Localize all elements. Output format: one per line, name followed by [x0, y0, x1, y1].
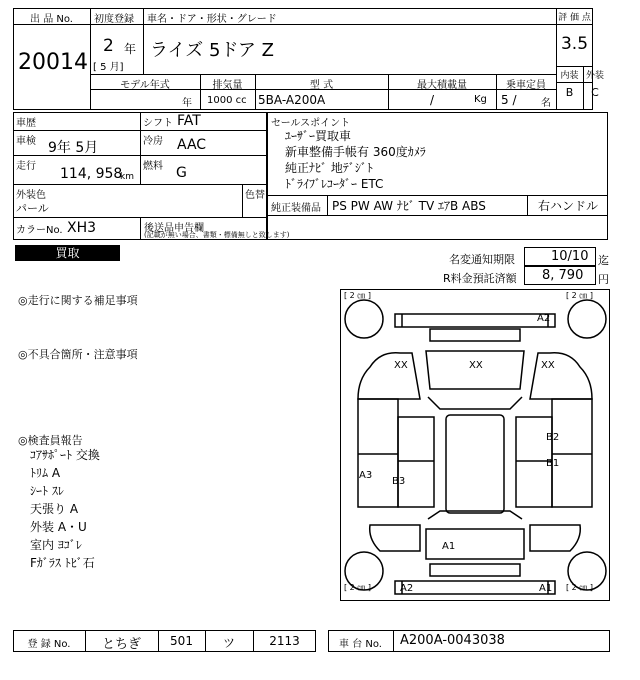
right-fender: [530, 353, 592, 399]
left-doors: [398, 417, 434, 507]
trunk: [426, 529, 524, 559]
score: 3.5: [560, 34, 589, 54]
recycle-value: 8, 790: [542, 268, 584, 283]
roof: [446, 415, 504, 513]
equipment-label: 純正装備品: [271, 203, 321, 214]
reg-area: とちぎ: [101, 637, 141, 652]
mileage-unit: km: [120, 172, 134, 182]
steering: 右ハンドル: [538, 199, 599, 213]
chassis-label: 車 台 No.: [339, 639, 382, 650]
reg-year-unit: 年: [124, 42, 137, 56]
equipment-items: PS PW AW ﾅﾋﾞ TV ｴｱB ABS: [332, 199, 486, 213]
model-year-unit: 年: [182, 98, 192, 109]
damage-mark-front-bumper: A2: [537, 313, 551, 324]
inspector-line: ﾄﾘﾑ A: [30, 466, 61, 480]
capacity-label: 乗車定員: [506, 80, 546, 91]
shift-value: FAT: [177, 113, 201, 129]
damage-mark-left-door: B3: [392, 476, 406, 487]
left-side: [358, 399, 398, 507]
mileage-label: 走行: [16, 161, 36, 172]
reg-class: 501: [170, 634, 193, 648]
rear-window: [428, 511, 522, 519]
shift-label: シフト: [143, 118, 173, 129]
history-label: 車歴: [16, 118, 36, 129]
damage-mark-left-fender: XX: [394, 360, 408, 371]
ext-color-label: 外装色: [16, 190, 46, 201]
damage-mark-rear-left: A2: [400, 583, 414, 594]
inspector-line: 天張り A: [30, 502, 79, 516]
max-load-unit: Kg: [474, 94, 487, 105]
windshield: [428, 397, 522, 409]
inspector-line: ｼｰﾄ ｽﾚ: [30, 484, 64, 498]
wheel-front-left: [345, 300, 383, 338]
color-no-label: カラーNo.: [16, 225, 63, 236]
corner-label: [ 2 ㎝ ]: [344, 583, 371, 592]
inspection-value: 9年 5月: [48, 140, 99, 156]
reg-year-label: 初度登録: [94, 14, 134, 25]
exterior-label: 外装: [585, 71, 604, 81]
wheel-front-right: [568, 300, 606, 338]
driving-notes-label: ◎走行に関する補足事項: [18, 294, 138, 307]
corner-label: [ 2 ㎝ ]: [566, 291, 593, 300]
rear-bumper: [395, 581, 555, 594]
rear-panel: [430, 564, 520, 576]
ext-color: パール: [16, 202, 49, 215]
docs-note: (記載が無い場合、書類・標備無しと致します): [144, 231, 290, 239]
displacement-label: 排気量: [212, 80, 243, 91]
corner-label: [ 2 ㎝ ]: [344, 291, 371, 300]
corner-label: [ 2 ㎝ ]: [566, 583, 593, 592]
front-grille: [430, 329, 520, 341]
capacity: 5 /: [501, 93, 517, 107]
damage-mark-hood: XX: [469, 360, 483, 371]
reg-month: [ 5 月]: [93, 62, 124, 73]
max-load-label: 最大積載量: [417, 80, 467, 91]
sales-point-line: 新車整備手帳有 360度ｶﾒﾗ: [285, 145, 426, 159]
lot-number: 20014: [18, 50, 88, 75]
deadline-value: 10/10: [551, 249, 589, 264]
inspector-label: ◎検査員報告: [18, 434, 83, 447]
deadline-label: 名変通知期限: [449, 253, 515, 266]
lot-no-label: 出 品 No.: [30, 14, 73, 25]
damage-mark-roof-rear: A1: [442, 541, 456, 552]
left-fender: [358, 353, 420, 399]
capacity-unit: 名: [541, 98, 551, 109]
chassis-number: A200A-0043038: [400, 633, 505, 648]
sales-point-line: ﾕｰｻﾞｰ買取車: [285, 129, 352, 143]
car-name-label: 車名・ドア・形状・グレード: [147, 14, 277, 25]
defects-label: ◎不具合箇所・注意事項: [18, 348, 138, 361]
exterior-grade: C: [591, 86, 599, 99]
reg-number: 2113: [269, 634, 300, 648]
model-code: 5BA-A200A: [258, 93, 326, 107]
color-no: XH3: [67, 220, 97, 236]
front-bumper: [395, 314, 555, 327]
sales-point-line: ﾄﾞﾗｲﾌﾞﾚｺｰﾀﾞｰ ETC: [285, 177, 384, 191]
reg-label: 登 録 No.: [27, 639, 71, 650]
reg-kana: ツ: [222, 636, 235, 650]
inspector-line: 室内 ﾖｺﾞﾚ: [30, 538, 82, 552]
sales-points-label: セールスポイント: [271, 118, 351, 129]
left-quarter: [370, 525, 420, 551]
damage-mark-rear-right: A1: [539, 583, 553, 594]
inspector-line: 外装 A・U: [30, 520, 87, 534]
ac-value: AAC: [177, 137, 207, 153]
inspector-line: ｺｱｻﾎﾟｰﾄ 交換: [30, 448, 100, 462]
right-side: [552, 399, 592, 507]
car-diagram: [340, 289, 610, 601]
inspector-line: Fｶﾞﾗｽ ﾄﾋﾞ石: [30, 556, 95, 570]
ac-label: 冷房: [143, 136, 163, 147]
damage-mark-right-front-door: B2: [546, 432, 560, 443]
damage-mark-left-side: A3: [359, 470, 373, 481]
damage-mark-right-fender: XX: [541, 360, 555, 371]
docs-label: 後送品申告欄: [144, 223, 204, 234]
score-label: 評 価 点: [558, 13, 591, 23]
max-load: /: [430, 93, 435, 107]
interior-grade: B: [565, 86, 574, 99]
recycle-label: R料金預託済額: [443, 272, 517, 285]
displacement: 1000 cc: [207, 95, 247, 106]
purchase-tag: 買取: [15, 245, 120, 261]
mileage: 114, 958: [60, 166, 123, 182]
right-quarter: [530, 525, 580, 551]
reg-year: 2: [103, 36, 114, 56]
damage-mark-right-rear-door: B1: [546, 458, 560, 469]
recolor-label: 色替: [245, 190, 265, 201]
model-label: 型 式: [309, 80, 334, 91]
car-name: ライズ 5ドア Z: [150, 40, 274, 61]
interior-label: 内装: [560, 71, 579, 81]
model-year-label: モデル年式: [120, 80, 170, 91]
sales-point-line: 純正ﾅﾋﾞ 地ﾃﾞｼﾞﾄ: [285, 161, 373, 175]
inspection-label: 車検: [16, 136, 36, 147]
recycle-unit: 円: [598, 273, 609, 286]
deadline-unit: 迄: [598, 254, 609, 267]
fuel-label: 燃料: [143, 161, 163, 172]
fuel-value: G: [176, 165, 187, 181]
